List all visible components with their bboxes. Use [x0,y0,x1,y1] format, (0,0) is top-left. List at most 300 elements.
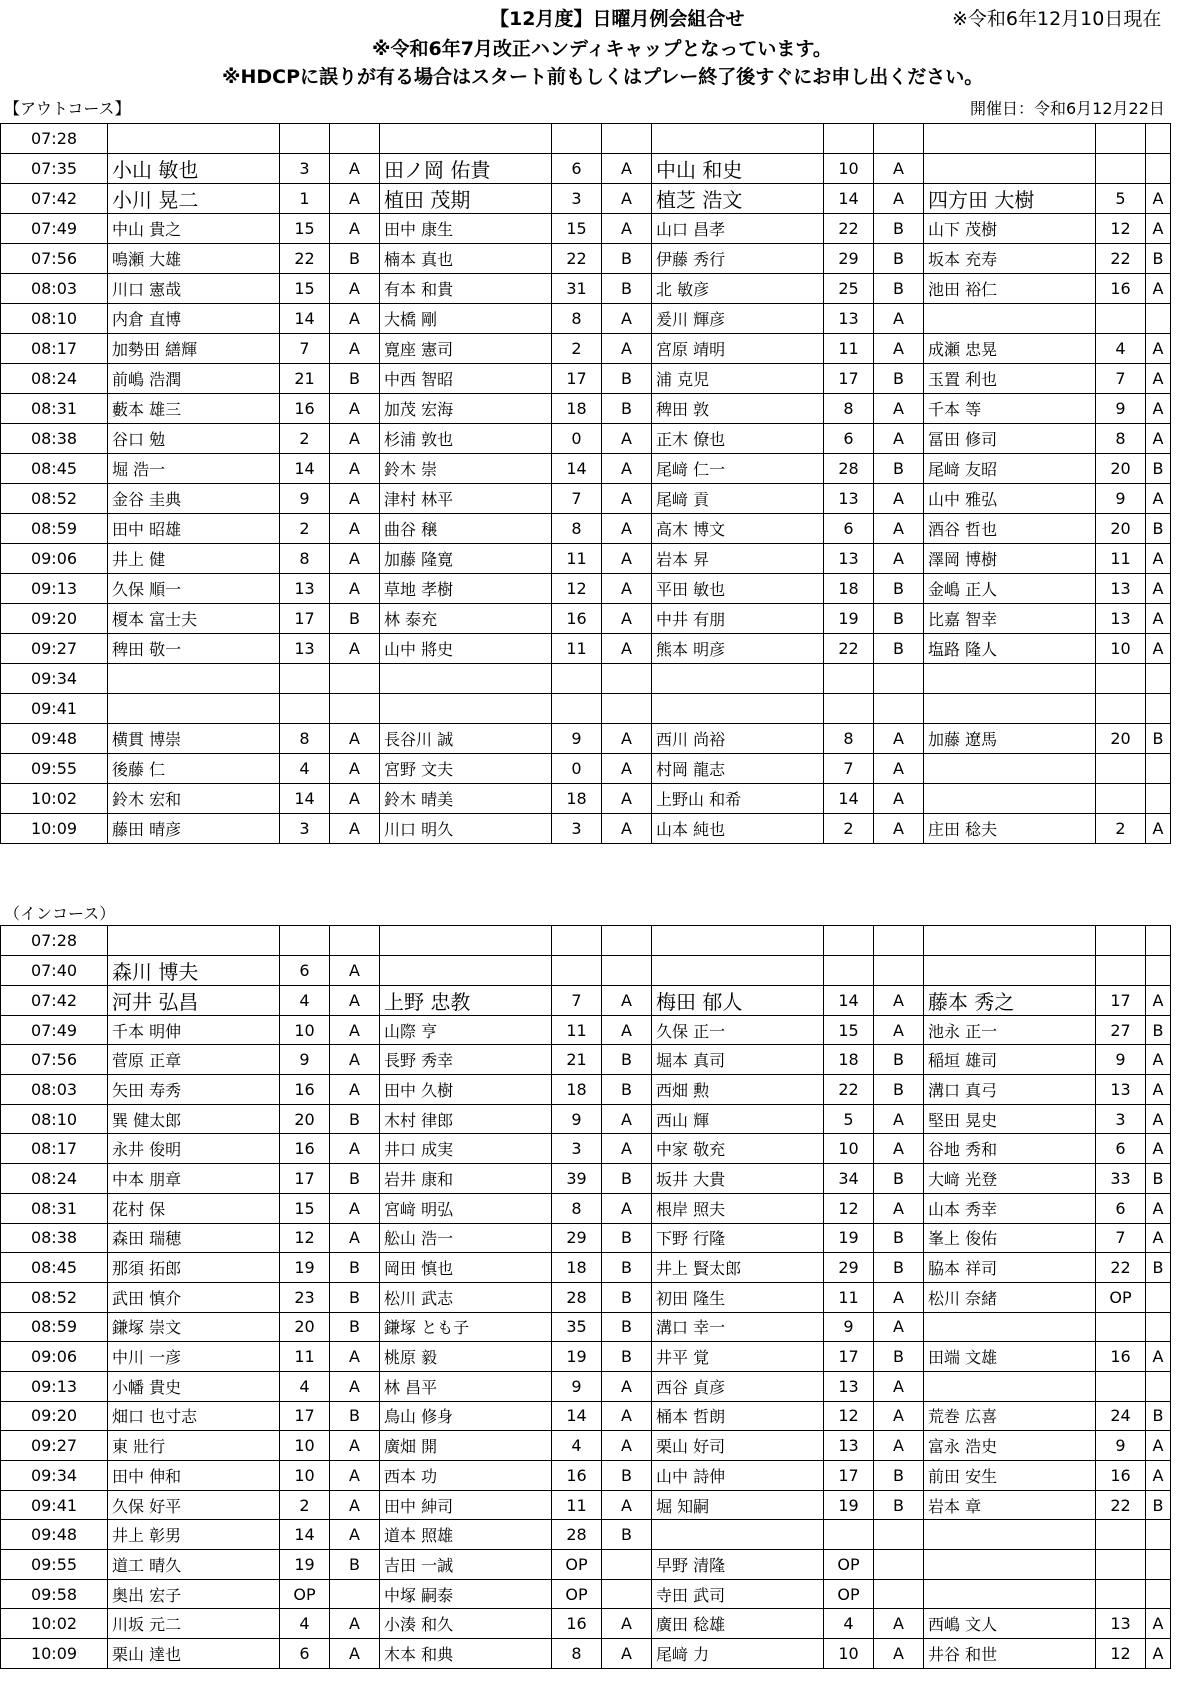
player-class: A [874,334,924,364]
player-handicap [552,124,602,154]
player-name: 舩山 浩一 [380,1223,552,1253]
player-class: A [874,1431,924,1461]
player-handicap: 3 [552,1134,602,1164]
player-handicap: 9 [280,1045,330,1075]
player-name: 久保 正一 [652,1015,824,1045]
player-handicap: 0 [552,754,602,784]
player-handicap: 11 [280,1342,330,1372]
player-name: 冨田 修司 [924,424,1096,454]
player-name: 田中 伸和 [108,1461,280,1491]
player-class: B [602,1282,652,1312]
player-handicap: 19 [824,1490,874,1520]
player-name [924,664,1096,694]
player-class: A [1146,604,1171,634]
player-handicap: 7 [552,985,602,1015]
player-handicap: 20 [1096,724,1146,754]
player-name: 中山 貴之 [108,214,280,244]
player-handicap: 20 [280,1104,330,1134]
player-class: B [1146,1490,1171,1520]
player-class: A [874,1401,924,1431]
player-handicap: 14 [824,184,874,214]
player-handicap [280,664,330,694]
player-handicap: 16 [1096,1461,1146,1491]
player-handicap: 13 [1096,1075,1146,1105]
tee-time-row [1,484,1171,514]
player-class: B [1146,1164,1171,1194]
player-class: B [874,1253,924,1283]
player-handicap: 10 [280,1461,330,1491]
player-class: B [602,1253,652,1283]
player-name: 玉置 利也 [924,364,1096,394]
player-name: 永井 俊明 [108,1134,280,1164]
player-class: A [1146,424,1171,454]
player-name: 山下 茂樹 [924,214,1096,244]
player-handicap: 9 [552,1371,602,1401]
player-handicap [824,694,874,724]
player-name: 加勢田 繕輝 [108,334,280,364]
player-name: 桃原 毅 [380,1342,552,1372]
player-class: A [874,1015,924,1045]
tee-time: 08:59 [1,514,108,544]
player-name: 西本 功 [380,1461,552,1491]
player-class: A [874,154,924,184]
player-name: 澤岡 博樹 [924,544,1096,574]
player-class: A [602,1609,652,1639]
player-class: A [330,1609,380,1639]
player-name: 加茂 宏海 [380,394,552,424]
player-name: 鈴木 宏和 [108,784,280,814]
player-name: 堀本 真司 [652,1045,824,1075]
player-handicap [1096,1550,1146,1580]
player-class: B [330,364,380,394]
player-name: 楠本 真也 [380,244,552,274]
player-name: 池永 正一 [924,1015,1096,1045]
player-handicap: 15 [280,214,330,244]
player-class: A [602,544,652,574]
player-class: B [602,1312,652,1342]
tee-time: 08:17 [1,334,108,364]
tee-time-row [1,1223,1171,1253]
tee-time: 09:55 [1,754,108,784]
player-name: 松川 奈緒 [924,1282,1096,1312]
player-handicap: 11 [824,334,874,364]
player-handicap: 12 [552,574,602,604]
hdcp-error-note: ※HDCPに誤りが有る場合はスタート前もしくはプレー終了後すぐにお申し出ください。 [222,66,984,88]
tee-time-row [1,274,1171,304]
player-handicap: 18 [552,784,602,814]
player-name: 中井 有朋 [652,604,824,634]
tee-time: 08:45 [1,1253,108,1283]
tee-time: 08:03 [1,274,108,304]
player-class: A [602,634,652,664]
player-class: A [330,304,380,334]
player-class: B [330,1253,380,1283]
player-class: A [602,814,652,844]
player-handicap: 9 [1096,394,1146,424]
player-name: 鎌塚 崇文 [108,1312,280,1342]
player-handicap: 9 [280,484,330,514]
player-class: A [330,544,380,574]
player-class: B [874,244,924,274]
player-name: 尾﨑 貢 [652,484,824,514]
player-name: 正木 僚也 [652,424,824,454]
player-name: 堀 知嗣 [652,1490,824,1520]
tee-time: 08:10 [1,304,108,334]
player-name: 大橋 剛 [380,304,552,334]
player-handicap: 3 [552,814,602,844]
player-class: A [330,814,380,844]
player-handicap [552,664,602,694]
player-class: B [330,1164,380,1194]
player-handicap: 20 [280,1312,330,1342]
player-class: A [330,484,380,514]
player-class: A [330,1015,380,1045]
player-class: A [602,1371,652,1401]
player-handicap: 7 [280,334,330,364]
tee-time-row [1,1253,1171,1283]
player-handicap [1096,664,1146,694]
player-class: B [602,394,652,424]
player-class: A [330,154,380,184]
tee-time-row [1,154,1171,184]
player-name: 庄田 稔夫 [924,814,1096,844]
tee-time-row [1,664,1171,694]
player-handicap: 4 [280,985,330,1015]
player-name: 加藤 遼馬 [924,724,1096,754]
tee-time-row [1,1431,1171,1461]
player-class: B [1146,514,1171,544]
player-class: A [1146,334,1171,364]
player-class: A [602,214,652,244]
player-handicap: 28 [552,1282,602,1312]
player-name [108,694,280,724]
player-name: 山中 將史 [380,634,552,664]
player-class [874,926,924,956]
player-name: 千本 明伸 [108,1015,280,1045]
player-class [330,664,380,694]
player-class: A [1146,1223,1171,1253]
player-class: A [874,1134,924,1164]
player-name: 藤田 晴彦 [108,814,280,844]
player-handicap: 19 [280,1253,330,1283]
player-handicap: 9 [1096,1045,1146,1075]
player-handicap: 18 [552,1075,602,1105]
player-name: 上野山 和希 [652,784,824,814]
player-handicap: 3 [1096,1104,1146,1134]
player-handicap [552,955,602,985]
tee-time-row [1,955,1171,985]
tee-time-row [1,214,1171,244]
player-class [1146,754,1171,784]
player-handicap: 33 [1096,1164,1146,1194]
player-name [924,154,1096,184]
player-handicap: 19 [280,1550,330,1580]
player-class: A [602,484,652,514]
player-class [874,1520,924,1550]
as-of-date: ※令和6年12月10日現在 [952,8,1162,30]
player-handicap: 3 [280,814,330,844]
player-class [1146,955,1171,985]
player-name: 岩本 昇 [652,544,824,574]
player-handicap: 10 [280,1431,330,1461]
player-name: 小湊 和久 [380,1609,552,1639]
player-handicap: 17 [824,1461,874,1491]
player-class [330,926,380,956]
player-name: 小山 敏也 [108,154,280,184]
player-class [874,1550,924,1580]
player-class: A [874,1282,924,1312]
player-class: A [874,184,924,214]
player-class: A [602,604,652,634]
player-handicap [824,926,874,956]
player-handicap: 6 [1096,1134,1146,1164]
player-handicap [1096,1371,1146,1401]
tee-time: 08:38 [1,1223,108,1253]
player-handicap [1096,124,1146,154]
player-handicap: 11 [824,1282,874,1312]
player-name [652,926,824,956]
player-handicap: 7 [552,484,602,514]
player-handicap: 8 [552,1639,602,1669]
tee-time-row [1,1579,1171,1609]
player-name: 山本 秀幸 [924,1193,1096,1223]
tee-time-row [1,1134,1171,1164]
player-name: 中家 敬充 [652,1134,824,1164]
player-class: A [330,955,380,985]
player-name: 杉浦 敦也 [380,424,552,454]
tee-time: 09:58 [1,1579,108,1609]
tee-time: 10:09 [1,814,108,844]
player-class: A [602,1104,652,1134]
player-class: B [602,1164,652,1194]
player-name: 木本 和典 [380,1639,552,1669]
player-name: 西嶋 文人 [924,1609,1096,1639]
player-name: 藪本 雄三 [108,394,280,424]
player-class: B [874,1223,924,1253]
player-name: 前田 安生 [924,1461,1096,1491]
player-name: 千本 等 [924,394,1096,424]
tee-time-row [1,985,1171,1015]
player-name: 宮原 靖明 [652,334,824,364]
player-handicap: 19 [552,1342,602,1372]
player-name: 井谷 和世 [924,1639,1096,1669]
player-class: A [874,1104,924,1134]
player-handicap: 15 [824,1015,874,1045]
player-handicap: 13 [280,574,330,604]
tee-time-row [1,604,1171,634]
player-class [1146,1520,1171,1550]
tee-time-row [1,1490,1171,1520]
player-handicap [1096,926,1146,956]
player-class [1146,1312,1171,1342]
player-handicap: 16 [280,1075,330,1105]
player-handicap: 4 [280,754,330,784]
tee-time-row [1,754,1171,784]
tee-time-row [1,544,1171,574]
in-course-label: （インコース） [4,904,116,923]
player-handicap [1096,955,1146,985]
tee-time: 10:02 [1,784,108,814]
tee-time-row [1,1461,1171,1491]
player-handicap: 17 [824,1342,874,1372]
player-name: 鈴木 崇 [380,454,552,484]
player-name [652,694,824,724]
player-name: 金谷 圭典 [108,484,280,514]
player-name [924,124,1096,154]
player-class: B [330,1282,380,1312]
tee-time: 08:31 [1,1193,108,1223]
tee-time-row [1,1371,1171,1401]
tee-time: 07:49 [1,214,108,244]
player-name: 前嶋 浩潤 [108,364,280,394]
player-handicap: 13 [824,544,874,574]
tee-time: 07:35 [1,154,108,184]
player-handicap: 2 [280,514,330,544]
player-name: 道工 晴久 [108,1550,280,1580]
player-name: 田端 文雄 [924,1342,1096,1372]
player-class: A [874,1609,924,1639]
player-class [330,1579,380,1609]
player-name [924,926,1096,956]
player-name: 宮野 文夫 [380,754,552,784]
player-name: 下野 行隆 [652,1223,824,1253]
player-handicap: 6 [552,154,602,184]
tee-time: 07:49 [1,1015,108,1045]
player-class [602,1579,652,1609]
player-handicap [280,694,330,724]
player-name: 金嶋 正人 [924,574,1096,604]
tee-time-row [1,1104,1171,1134]
player-handicap [1096,1520,1146,1550]
tee-time-row [1,514,1171,544]
player-class: A [330,1045,380,1075]
player-handicap: 29 [552,1223,602,1253]
player-handicap [1096,1312,1146,1342]
player-handicap [280,124,330,154]
player-name [380,926,552,956]
player-handicap: 14 [280,784,330,814]
player-handicap: 14 [824,985,874,1015]
player-handicap: 2 [552,334,602,364]
player-name: 荒巻 広喜 [924,1401,1096,1431]
player-class: B [874,364,924,394]
player-handicap: 4 [552,1431,602,1461]
player-class: A [874,754,924,784]
player-name: 内倉 直博 [108,304,280,334]
tee-time-row [1,364,1171,394]
player-name: 奥出 宏子 [108,1579,280,1609]
player-class: A [602,1490,652,1520]
player-handicap: 16 [1096,1342,1146,1372]
player-name: 寺田 武司 [652,1579,824,1609]
tee-time-row [1,454,1171,484]
player-name: 西山 輝 [652,1104,824,1134]
player-class: A [1146,544,1171,574]
player-class: B [874,1342,924,1372]
player-name: 西川 尚裕 [652,724,824,754]
player-class: B [602,244,652,274]
player-handicap: 2 [1096,814,1146,844]
player-name: 鎌塚 とも子 [380,1312,552,1342]
tee-time-row [1,1075,1171,1105]
player-class: A [874,544,924,574]
tee-time: 08:17 [1,1134,108,1164]
player-handicap: 29 [824,244,874,274]
player-name: 富永 浩史 [924,1431,1096,1461]
player-handicap: 8 [552,304,602,334]
player-class: A [602,184,652,214]
player-handicap: 12 [824,1401,874,1431]
player-name: 草地 孝樹 [380,574,552,604]
player-name: 爰川 輝彦 [652,304,824,334]
player-class: A [330,1461,380,1491]
player-name [924,754,1096,784]
player-name: 森川 博夫 [108,955,280,985]
player-class [602,694,652,724]
tee-time: 09:48 [1,1520,108,1550]
player-class: A [330,754,380,784]
player-handicap: OP [280,1579,330,1609]
player-handicap: 18 [824,1045,874,1075]
player-name: 田中 久樹 [380,1075,552,1105]
player-handicap: OP [824,1579,874,1609]
player-name: 小幡 貴史 [108,1371,280,1401]
tee-time: 09:06 [1,1342,108,1372]
player-class: A [874,1639,924,1669]
tee-time-row [1,634,1171,664]
player-class [1146,1550,1171,1580]
player-handicap: 6 [1096,1193,1146,1223]
player-handicap: OP [552,1550,602,1580]
player-handicap: 13 [824,484,874,514]
player-handicap: 5 [824,1104,874,1134]
player-class [874,664,924,694]
player-handicap: 4 [1096,334,1146,364]
player-handicap: 17 [280,1164,330,1194]
player-name: 植田 茂期 [380,184,552,214]
player-name: 梅田 郁人 [652,985,824,1015]
player-name: 稗田 敬一 [108,634,280,664]
player-class: B [874,1045,924,1075]
player-name: 坂井 大貴 [652,1164,824,1194]
player-class: A [1146,1639,1171,1669]
tee-time-row [1,1015,1171,1045]
player-class: A [602,724,652,754]
player-name: 菅原 正章 [108,1045,280,1075]
player-class: A [602,1401,652,1431]
player-name [652,1520,824,1550]
player-name: 武田 慎介 [108,1282,280,1312]
player-handicap: 13 [280,634,330,664]
player-name [924,1371,1096,1401]
player-name [924,784,1096,814]
player-name: 林 泰充 [380,604,552,634]
player-class: A [602,154,652,184]
player-name: 上野 忠教 [380,985,552,1015]
player-class: A [330,334,380,364]
player-class: B [874,1075,924,1105]
tee-time-row [1,1520,1171,1550]
player-name: 溝口 幸一 [652,1312,824,1342]
player-handicap: 13 [824,304,874,334]
player-name: 堀 浩一 [108,454,280,484]
player-handicap: 8 [280,544,330,574]
player-name: 井上 賢太郎 [652,1253,824,1283]
player-name: 山際 亨 [380,1015,552,1045]
tee-time: 08:24 [1,364,108,394]
player-name [108,926,280,956]
tee-time: 08:24 [1,1164,108,1194]
